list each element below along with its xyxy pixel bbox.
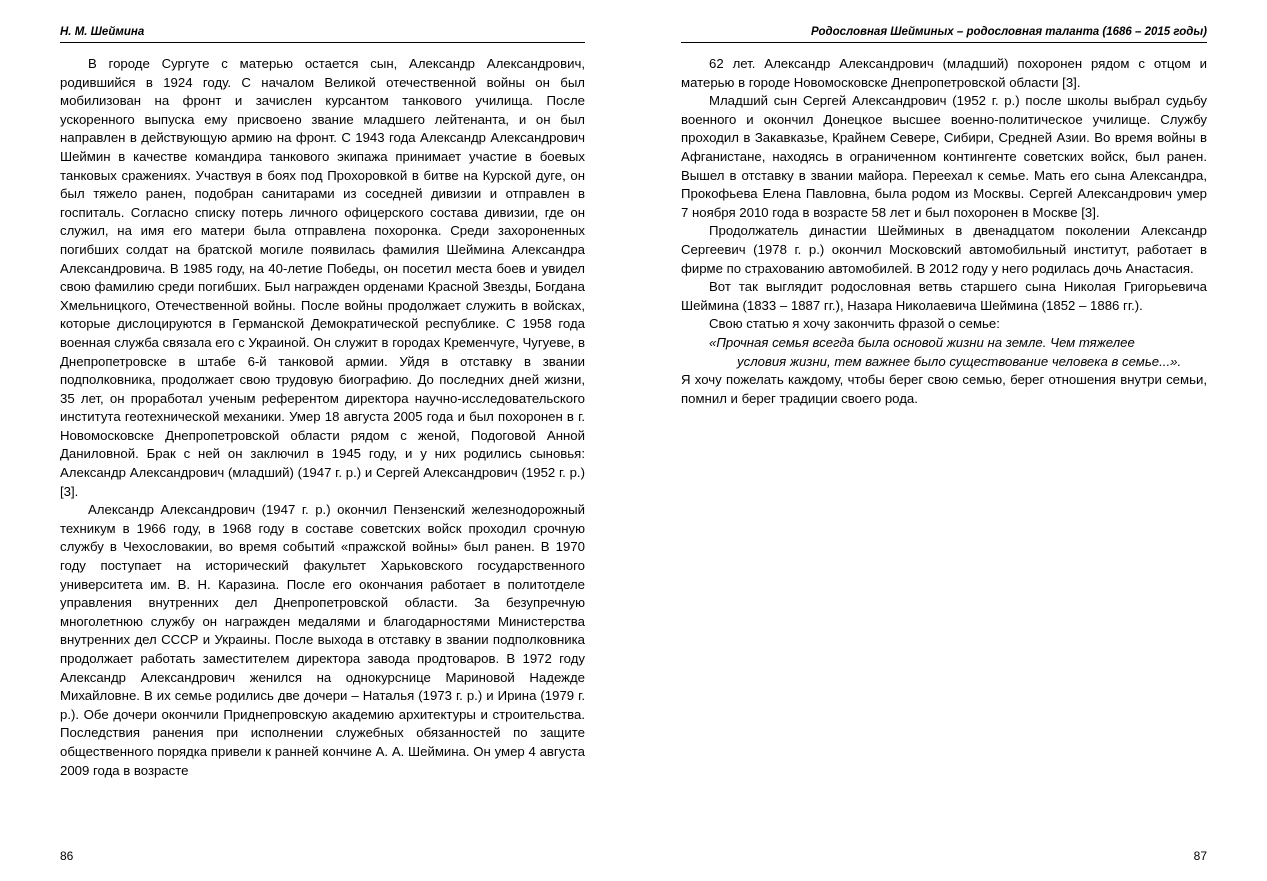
- paragraph: Продолжатель династии Шейминых в двенадцатом поколении Александр Сергеевич (1978 г. р.) окончил Московский автомобильный институт, работает в фирме по страхованию автомобилей. В 2012 году у него родилась дочь Анастасия.: [681, 223, 1207, 276]
- quote-line-2: условия жизни, тем важнее было существование человека в семье...».: [737, 353, 1182, 369]
- paragraph: Свою статью я хочу закончить фразой о семье:: [709, 316, 1000, 332]
- running-head-right-text: Родословная Шейминых – родословная таланта (1686 – 2015 годы): [810, 26, 1207, 38]
- page-right: [633, 0, 1267, 881]
- closing-paragraph: Я хочу пожелать каждому, чтобы берег свою семью, берег отношения внутри семьи, помнил и берег традиции своего рода.: [681, 372, 1207, 406]
- paragraph: В городе Сургуте с матерью остается сын, Александр Александрович, родившийся в 1924 году. С началом Великой отечественной войны он был мобилизован на фронт и зачислен курсантом танкового училища. После ускоренного выпуска ему присвоено звание младшего лейтенанта, и он был направлен в действующую армию на фронт. С 1943 года Александр Александрович Шеймин в качестве командира танкового экипажа принимает участие в боевых танковых сражениях. Участвуя в боях под Прохоровкой в битве на Курской дуге, он был тяжело ранен, подобран санитарами из соседней дивизии и отправлен в госпиталь. Согласно списку потерь личного офицерского состава дивизии, где он служил, на имя его матери была отправлена похоронка. Среди захороненных погибших солдат на братской могиле появилась фамилия Шеймина Александра Александровича. В 1985 году, на 40-летие Победы, он посетил места боев и увидел свою фамилию среди погибших. Был награжден орденами Красной Звезды, Богдана Хмельницкого, Отечественной войны. После войны продолжает служить в войсках, которые дислоцируются в Германской Демократической республике. С 1958 года военная служба связала его с Украиной. Он служит в городах Кременчуге, Чугуеве, в Днепропетровске в штабе 6-й танковой армии. Уйдя в отставку в звании подполковника, продолжает свою трудовую биографию. До последних дней жизни, 35 лет, он проработал ученым референтом директора научно-исследовательского института геотехнической механики. Умер 18 августа 2005 года и был похоронен в г. Новомосковске Днепропетровской области рядом с женой, Подоговой Анной Даниловной. Брак с ней он заключил в 1945 году, и у них родились сыновья: Александр Александрович (младший) (1947 г. р.) и Сергей Александрович (1952 г. р.) [3].: [60, 56, 585, 499]
- page-number-left: 86: [60, 849, 74, 863]
- right-page-body: [681, 55, 1207, 408]
- paragraph: Младший сын Сергей Александрович (1952 г. р.) после школы выбрал судьбу военного и окончил Донецкое высшее военно-политическое училище. Службу проходил в Закавказье, Крайнем Севере, Сибири, Средней Азии. Во время войны в Афганистане, находясь в ограниченном контингенте советских войск, был ранен. Вышел в отставку в звании майора. Переехал к семье. Мать его сына Александра, Прокофьева Елена Павловна, была родом из Москвы. Сергей Александрович умер 7 ноября 2010 года в возрасте 58 лет и был похоронен в Москве [3].: [681, 93, 1207, 220]
- page-number-right: 87: [1193, 849, 1207, 863]
- paragraph: 62 лет. Александр Александрович (младший) похоронен рядом с отцом и матерью в городе Новомосковске Днепропетровской области [3].: [681, 56, 1207, 90]
- running-head-left: [60, 18, 585, 43]
- paragraph: Вот так выглядит родословная ветвь старшего сына Николая Григорьевича Шеймина (1833 – 1887 гг.), Назара Николаевича Шеймина (1852 – 1886 гг.).: [681, 279, 1207, 313]
- left-page-body: [60, 55, 585, 780]
- paragraph: Александр Александрович (1947 г. р.) окончил Пензенский железнодорожный техникум в 1966 году, в 1968 году в составе советских войск проходил срочную службу в Чехословакии, во время событий «пражской войны» был ранен. В 1970 году поступает на исторический факультет Харьковского государственного университета им. В. Н. Каразина. После его окончания работает в политотделе управления внутренних дел Днепропетровской области. За безупречную многолетнюю службу он награжден медалями и благодарностями Министерства внутренних дел СССР и Украины. После выхода в отставку в звании подполковника продолжает работать заместителем директора завода продтоваров. В 1972 году Александр Александрович женился на однокурснице Мариновой Надежде Михайловне. В их семье родились две дочери – Наталья (1973 г. р.) и Ирина (1979 г. р.). Обе дочери окончили Приднепровскую академию архитектуры и строительства. Последствия ранения при исполнении служебных обязанностей по защите общественного порядка привели к ранней кончине А. А. Шеймина. Он умер 4 августа 2009 года в возрасте: [60, 502, 585, 778]
- page-left: [0, 0, 633, 881]
- running-head-right: [681, 18, 1207, 43]
- quote-line-1: «Прочная семья всегда была основой жизни на земле. Чем тяжелее: [709, 334, 1135, 350]
- running-head-left-text: Н. М. Шеймина: [60, 26, 145, 38]
- quote-paragraph: [681, 334, 1207, 371]
